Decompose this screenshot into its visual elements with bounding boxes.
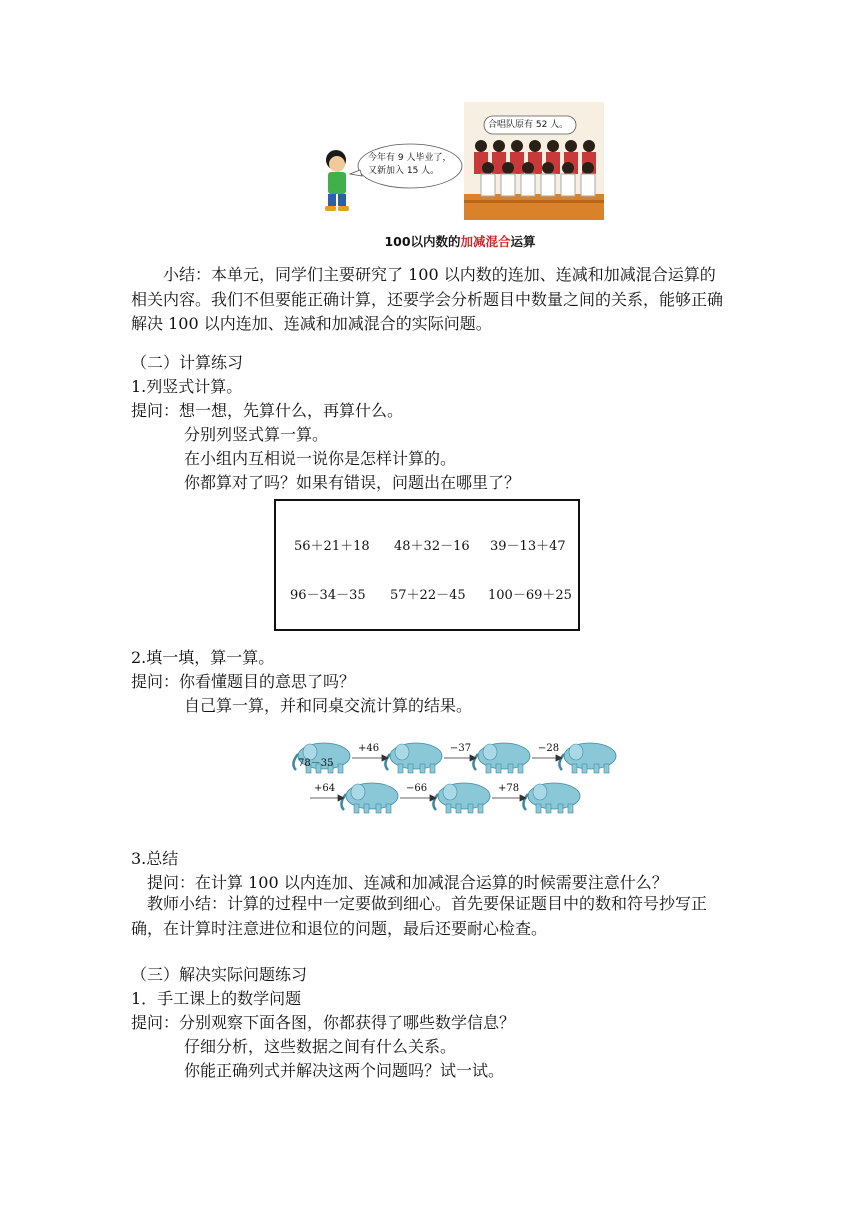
item1-title: 1.列竖式计算。 xyxy=(131,377,243,396)
item1-question-2: 分别列竖式算一算。 xyxy=(184,425,329,444)
elephant-icon xyxy=(559,743,616,773)
elephant-icon xyxy=(473,743,530,773)
expression: 100－69＋25 xyxy=(488,588,572,603)
chain-op: +78 xyxy=(498,783,520,794)
chain-op: −37 xyxy=(450,743,472,754)
expression-box xyxy=(274,499,580,631)
banner-part-1: 100以内数的 xyxy=(384,234,461,249)
banner-part-3: 运算 xyxy=(510,234,536,249)
item1-question-1: 提问：想一想，先算什么，再算什么。 xyxy=(131,401,404,420)
chain-op: +64 xyxy=(314,783,336,794)
elephant-icon xyxy=(341,783,398,813)
elephant-icon xyxy=(433,783,490,813)
item1-question-3: 在小组内互相说一说你是怎样计算的。 xyxy=(184,449,457,468)
teacher-summary: 教师小结：计算的过程中一定要做到细心。首先要保证题目中的数和符号抄写正确，在计算时注意进位和退位的问题，最后还要耐心检查。 xyxy=(131,894,708,938)
section3-question-2: 仔细分析，这些数据之间有什么关系。 xyxy=(184,1037,457,1056)
item2-question-2: 自己算一算，并和同桌交流计算的结果。 xyxy=(184,696,473,715)
item3-title: 3.总结 xyxy=(131,849,179,868)
expression: 96－34－35 xyxy=(290,588,366,603)
section3-question-3: 你能正确列式并解决这两个问题吗？试一试。 xyxy=(184,1061,505,1080)
expression: 57＋22－45 xyxy=(390,588,466,603)
lesson-banner xyxy=(350,232,570,250)
section3-question-1: 提问：分别观察下面各图，你都获得了哪些数学信息？ xyxy=(131,1013,516,1032)
boy-speech xyxy=(368,152,451,178)
item1-question-4: 你都算对了吗？如果有错误，问题出在哪里了？ xyxy=(184,473,521,492)
chain-op: −66 xyxy=(406,783,428,794)
chain-start-value: 78－35 xyxy=(298,758,334,769)
item3-question: 提问：在计算 100 以内连加、连减和加减混合运算的时候需要注意什么？ xyxy=(147,873,668,892)
choir-illustration xyxy=(316,102,606,224)
banner-part-2: 加减混合 xyxy=(460,234,511,249)
summary-paragraph: 小结：本单元，同学们主要研究了 100 以内数的连加、连减和加减混合运算的相关内容。我们不但要能正确计算，还要学会分析题目中数量之间的关系，能够正确解决 100 以内连加、连减和加减混合的实际问题。 xyxy=(131,265,724,333)
expression: 56＋21＋18 xyxy=(294,539,370,554)
elephant-chain-illustration xyxy=(290,738,630,818)
section3-heading: （三）解决实际问题练习 xyxy=(131,965,308,984)
chain-op: +46 xyxy=(358,743,380,754)
chain-op: −28 xyxy=(538,743,560,754)
section3-item1-title: 1．手工课上的数学问题 xyxy=(131,989,302,1008)
section2-heading: （二）计算练习 xyxy=(131,353,244,372)
choir-speech: 合唱队原有 52 人。 xyxy=(488,120,569,130)
boy-speech-line-1: 今年有 9 人毕业了， xyxy=(368,153,452,163)
elephant-icon xyxy=(523,783,580,813)
item2-question-1: 提问：你看懂题目的意思了吗？ xyxy=(131,672,356,691)
expression: 48＋32－16 xyxy=(394,539,470,554)
boy-speech-line-2: 又新加入 15 人。 xyxy=(368,166,440,176)
item2-title: 2.填一填，算一算。 xyxy=(131,648,275,667)
elephant-icon xyxy=(385,743,442,773)
expression: 39－13＋47 xyxy=(490,539,566,554)
